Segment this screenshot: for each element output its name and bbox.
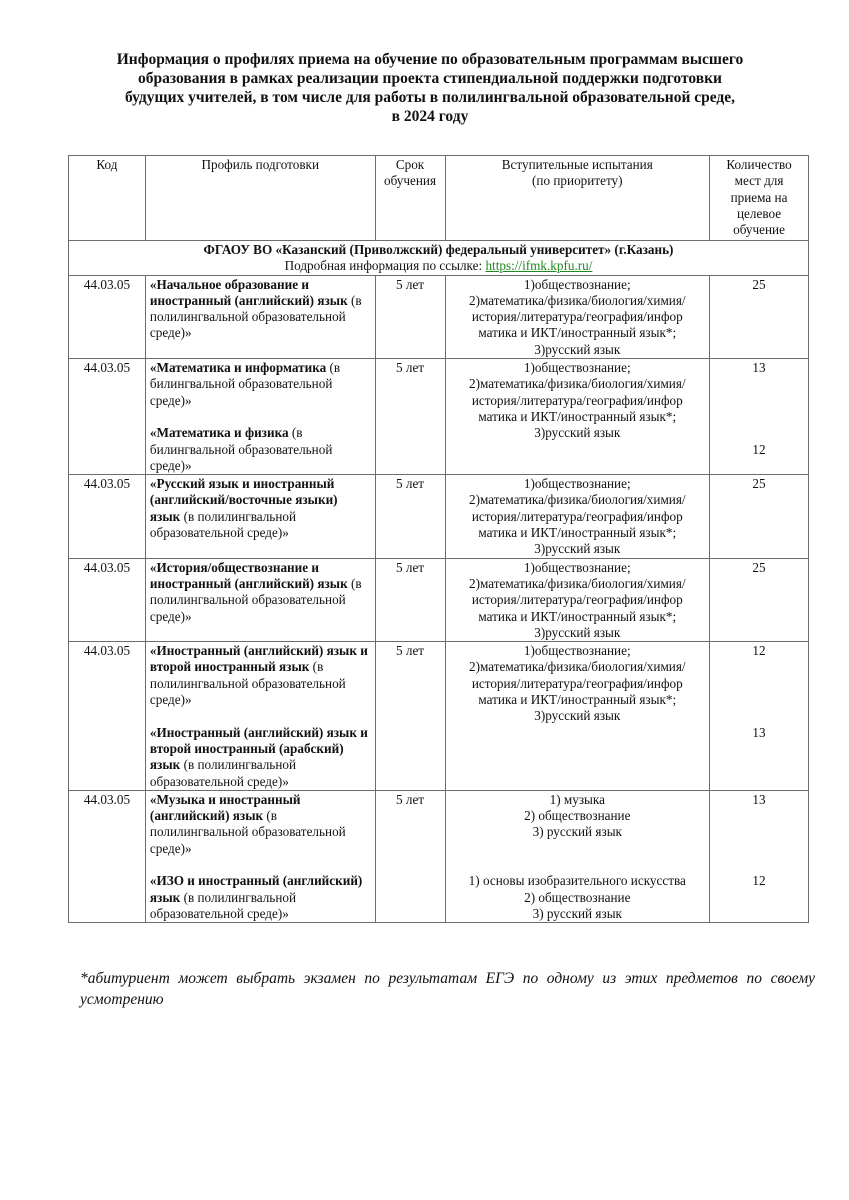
header-seats: Количество мест для приема на целевое обучение (710, 156, 809, 241)
exam-line: 2)математика/физика/биология/химия/ (468, 575, 686, 591)
org-row (69, 241, 809, 276)
exam-line: 3)русский язык (534, 541, 621, 557)
cell-seats (710, 275, 809, 358)
exam-line: 3) русский язык (532, 824, 622, 840)
table-row (69, 558, 809, 641)
cell-term: 5 лет (375, 558, 445, 641)
cell-code: 44.03.05 (69, 558, 146, 641)
exam-line: 2)математика/физика/биология/химия/ (468, 492, 686, 508)
exam-line: 1) музыка (549, 791, 605, 807)
cell-code: 44.03.05 (69, 642, 146, 791)
exam-line: матика и ИКТ/иностранный язык*; (478, 525, 677, 541)
cell-profile (145, 475, 375, 558)
cell-term: 5 лет (375, 359, 445, 475)
profile-note: (в билингвальной образовательной среде)» (149, 360, 341, 408)
cell-exams (445, 275, 710, 358)
title-line: образования в рамках реализации проекта стипендиальной поддержки подготовки (138, 70, 722, 87)
cell-code: 44.03.05 (69, 790, 146, 922)
exam-line: 3)русский язык (534, 708, 621, 724)
cell-profile (145, 790, 375, 922)
title-line: в 2024 году (391, 108, 469, 125)
seats-value: 13 (752, 360, 766, 376)
cell-seats (710, 475, 809, 558)
exam-line: история/литература/география/инфор (471, 309, 683, 325)
profile-note: (в полилингвальной образовательной среде)» (149, 292, 362, 341)
header-profile: Профиль подготовки (145, 156, 375, 241)
seats-value: 13 (752, 791, 766, 807)
profile-entry (150, 277, 371, 342)
seats-value: 12 (752, 441, 766, 457)
exam-line: 1)обществознание; (523, 559, 631, 575)
cell-exams (445, 359, 710, 475)
seats-value: 12 (752, 643, 766, 659)
seats-value: 25 (752, 276, 766, 292)
seats-value: 25 (752, 559, 766, 575)
exam-line: 1) основы изобразительного искусства (468, 873, 686, 889)
org-link[interactable]: https://ifmk.kpfu.ru/ (485, 258, 593, 274)
cell-profile (145, 642, 375, 791)
profile-name: «Математика и информатика (149, 360, 327, 376)
header-term: Срок обучения (375, 156, 445, 241)
exam-line: история/литература/география/инфор (471, 392, 683, 408)
profile-note: (в полилингвальной образовательной среде)» (149, 659, 346, 708)
cell-seats (710, 359, 809, 475)
cell-seats (710, 558, 809, 641)
exam-line: 1)обществознание; (523, 360, 631, 376)
cell-seats (710, 642, 809, 791)
exam-line: история/литература/география/инфор (471, 675, 683, 691)
cell-profile (145, 275, 375, 358)
profile-name: «Начальное образование и иностранный (английский) язык (149, 276, 348, 308)
header-code: Код (69, 156, 146, 241)
org-info-label: Подробная информация по ссылке: (284, 258, 483, 274)
cell-exams (445, 790, 710, 922)
table-row (69, 359, 809, 475)
cell-term: 5 лет (375, 642, 445, 791)
profile-entry (150, 873, 371, 922)
profile-note: (в полилингвальной образовательной среде)» (149, 889, 297, 921)
profile-name: «Иностранный (английский) язык и второй иностранный (арабский) язык (149, 724, 368, 773)
profile-entry (150, 792, 371, 857)
profile-name: «История/обществознание и иностранный (английский) язык (149, 559, 348, 591)
cell-code: 44.03.05 (69, 275, 146, 358)
profile-note: (в полилингвальной образовательной среде)» (149, 575, 362, 624)
org-cell (69, 241, 809, 276)
profile-entry (150, 643, 371, 708)
exam-line: 2)математика/физика/биология/химия/ (468, 292, 686, 308)
exam-line: 1)обществознание; (523, 276, 631, 292)
cell-term: 5 лет (375, 475, 445, 558)
profile-name: «Музыка и иностранный (английский) язык (149, 791, 301, 824)
exam-line: 2) обществознание (524, 889, 631, 905)
profile-name: «Математика и физика (149, 425, 289, 441)
profile-note: (в полилингвальной образовательной среде)» (149, 808, 346, 856)
cell-exams (445, 475, 710, 558)
footnote: *абитуриент может выбрать экзамен по результатам ЕГЭ по одному из этих предметов по своему усмотрению (80, 970, 815, 1008)
cell-profile (145, 359, 375, 475)
exam-line: матика и ИКТ/иностранный язык*; (478, 408, 677, 424)
profile-entry (150, 725, 371, 790)
profile-note: (в полилингвальной образовательной среде)» (149, 508, 297, 541)
exam-line: матика и ИКТ/иностранный язык*; (478, 692, 677, 708)
cell-seats (710, 790, 809, 922)
table-row (69, 275, 809, 358)
profile-name: «Русский язык и иностранный (английский/восточные языки) язык (149, 476, 338, 524)
title-line: Информация о профилях приема на обучение по образовательным программам высшего (116, 51, 744, 68)
org-name: ФГАОУ ВО «Казанский (Приволжский) федеральный университет» (г.Казань) (203, 242, 674, 257)
org-info (73, 258, 804, 274)
header-exams: Вступительные испытания (по приоритету) (445, 156, 710, 241)
seats-value: 13 (752, 724, 766, 740)
exam-line: история/литература/география/инфор (471, 592, 683, 608)
exam-line: матика и ИКТ/иностранный язык*; (478, 325, 677, 341)
admission-table (68, 155, 809, 923)
cell-code: 44.03.05 (69, 475, 146, 558)
cell-exams (445, 642, 710, 791)
profile-entry (150, 560, 371, 625)
cell-code: 44.03.05 (69, 359, 146, 475)
cell-term: 5 лет (375, 790, 445, 922)
cell-profile (145, 558, 375, 641)
exam-line: история/литература/география/инфор (471, 508, 683, 524)
table-row (69, 642, 809, 791)
profile-note: (в билингвальной образовательной среде)» (149, 425, 333, 473)
profile-entry (150, 476, 371, 541)
exam-line: 1)обществознание; (523, 476, 631, 492)
exam-line: 3)русский язык (534, 425, 621, 441)
exam-line: 2) обществознание (524, 808, 631, 824)
profile-name: «ИЗО и иностранный (английский) язык (149, 873, 363, 905)
exam-line: 3)русский язык (534, 341, 621, 357)
profile-note: (в полилингвальной образовательной среде)» (149, 757, 297, 789)
table-header-row (69, 156, 809, 241)
exam-line: 1)обществознание; (523, 643, 631, 659)
exam-line: 2)математика/физика/биология/химия/ (468, 659, 686, 675)
title-line: будущих учителей, в том числе для работы в полилингвальной образовательной среде, (124, 89, 736, 106)
profile-entry (150, 360, 371, 409)
table-row (69, 790, 809, 922)
cell-term: 5 лет (375, 275, 445, 358)
profile-entry (150, 425, 371, 474)
cell-exams (445, 558, 710, 641)
seats-value: 25 (752, 476, 766, 492)
table-row (69, 475, 809, 558)
exam-line: 3)русский язык (534, 624, 621, 640)
exam-line: матика и ИКТ/иностранный язык*; (478, 608, 677, 624)
exam-line: 3) русский язык (532, 905, 622, 921)
exam-line: 2)математика/физика/биология/химия/ (468, 376, 686, 392)
document-title (60, 50, 800, 126)
profile-name: «Иностранный (английский) язык и второй иностранный язык (149, 643, 368, 675)
seats-value: 12 (752, 873, 766, 889)
